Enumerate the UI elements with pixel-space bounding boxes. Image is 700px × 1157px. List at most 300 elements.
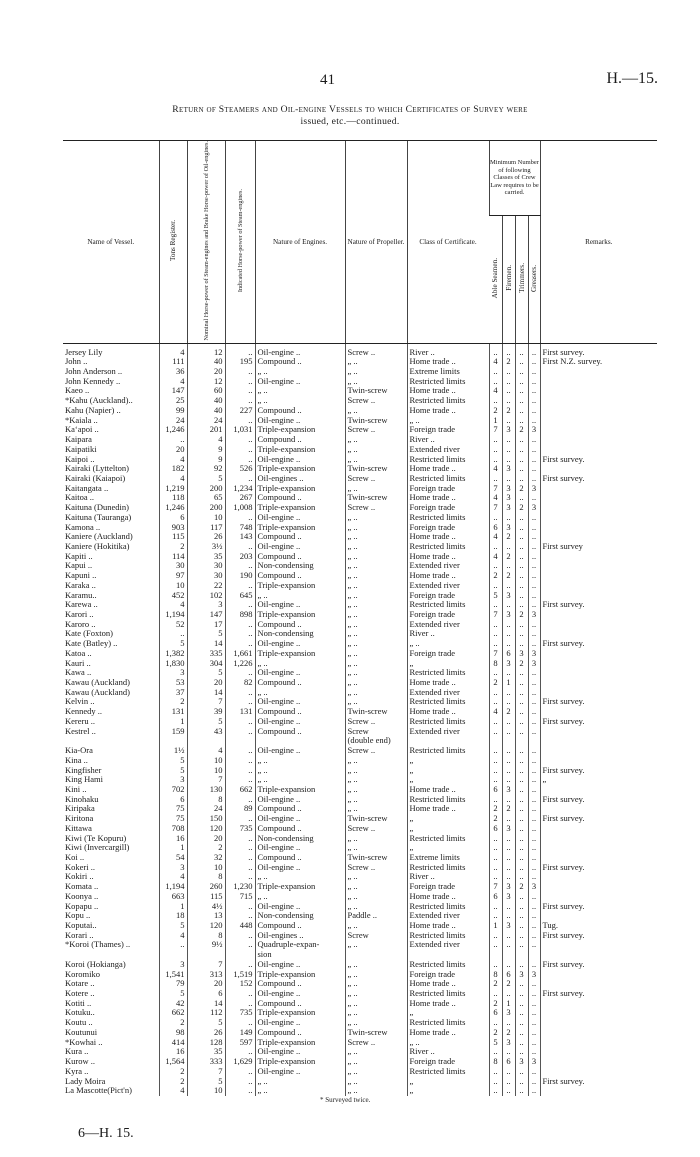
tons-register-cell: 20 bbox=[159, 445, 187, 455]
greasers-cell: .. bbox=[528, 464, 540, 474]
able-seamen-cell: .. bbox=[489, 377, 502, 387]
vessel-name-cell: Kaituna (Tauranga) bbox=[65, 512, 132, 522]
tons-register-cell: 5 bbox=[159, 756, 187, 766]
greasers-cell: .. bbox=[528, 746, 540, 756]
trimmers-cell: .. bbox=[515, 377, 528, 387]
indicated-hp-cell: .. bbox=[225, 600, 255, 610]
certificate-class-cell: Extended river bbox=[407, 620, 489, 630]
nominal-hp-cell: 117 bbox=[187, 522, 225, 532]
vessel-name-cell: Kahu (Napier) .. bbox=[65, 405, 121, 415]
trimmers-cell: .. bbox=[515, 795, 528, 805]
propeller-cell: „ .. bbox=[345, 522, 407, 532]
trimmers-cell: .. bbox=[515, 600, 528, 610]
trimmers-cell: .. bbox=[515, 1038, 528, 1048]
certificate-class-cell: Home trade .. bbox=[407, 892, 489, 902]
trimmers-cell: .. bbox=[515, 357, 528, 367]
certificate-class-cell: Home trade .. bbox=[407, 999, 489, 1009]
vessel-name-cell: *Koroi (Thames) .. bbox=[65, 940, 131, 950]
firemen-cell: 3 bbox=[502, 659, 515, 669]
firemen-cell: 6 bbox=[502, 970, 515, 980]
nominal-hp-cell: 22 bbox=[187, 581, 225, 591]
firemen-cell: 2 bbox=[502, 571, 515, 581]
propeller-cell: „ .. bbox=[345, 454, 407, 464]
greasers-cell: .. bbox=[528, 853, 540, 863]
tons-register-cell: 42 bbox=[159, 999, 187, 1009]
engines-cell: Oil-engine .. bbox=[255, 814, 345, 824]
propeller-cell: Twin-screw bbox=[345, 416, 407, 426]
certificate-class-cell: Home trade .. bbox=[407, 386, 489, 396]
remarks-cell bbox=[540, 561, 657, 571]
table-row bbox=[63, 824, 657, 834]
tons-register-cell: 4 bbox=[159, 454, 187, 464]
certificate-class-cell: River .. bbox=[407, 629, 489, 639]
trimmers-cell: .. bbox=[515, 853, 528, 863]
remarks-cell bbox=[540, 571, 657, 581]
vessel-name-cell: Koputai.. bbox=[65, 920, 97, 931]
engines-cell: Oil-engine .. bbox=[255, 863, 345, 873]
greasers-cell: .. bbox=[528, 804, 540, 814]
able-seamen-cell: 7 bbox=[489, 503, 502, 513]
firemen-cell: 2 bbox=[502, 357, 515, 367]
remarks-cell bbox=[540, 892, 657, 902]
propeller-cell: „ .. bbox=[345, 833, 407, 843]
certificate-class-cell: Home trade .. bbox=[407, 552, 489, 562]
nominal-hp-cell: 200 bbox=[187, 484, 225, 494]
greasers-cell: .. bbox=[528, 765, 540, 775]
engines-cell: „ .. bbox=[255, 386, 345, 396]
remarks-cell: First survey. bbox=[540, 931, 657, 941]
able-seamen-cell: 6 bbox=[489, 824, 502, 834]
vessel-name-cell: Kaʻapoi .. bbox=[65, 425, 99, 435]
able-seamen-cell: 8 bbox=[489, 970, 502, 980]
remarks-cell bbox=[540, 833, 657, 843]
greasers-cell: .. bbox=[528, 620, 540, 630]
trimmers-cell: .. bbox=[515, 892, 528, 902]
able-seamen-cell: .. bbox=[489, 697, 502, 707]
firemen-cell: 2 bbox=[502, 1028, 515, 1038]
greasers-cell: .. bbox=[528, 513, 540, 523]
vessel-name-cell: Kestrel .. bbox=[65, 726, 96, 736]
indicated-hp-cell: .. bbox=[225, 775, 255, 785]
firemen-cell bbox=[502, 736, 515, 746]
header-crew: Minimum Number of following Classes of Crew Law requires to be carried. bbox=[489, 141, 540, 216]
firemen-cell: .. bbox=[502, 727, 515, 737]
nominal-hp-cell: 112 bbox=[187, 1008, 225, 1018]
firemen-cell: .. bbox=[502, 853, 515, 863]
greasers-cell: .. bbox=[528, 1076, 540, 1086]
header-nominal-label: Nominal Horse-power of Steam-engines and Brake Horse-power of Oil-engines. bbox=[202, 141, 210, 341]
trimmers-cell: .. bbox=[515, 775, 528, 785]
trimmers-cell: .. bbox=[515, 707, 528, 717]
vessel-name-cell: Koroi (Hokianga) bbox=[65, 959, 126, 969]
greasers-cell: 3 bbox=[528, 610, 540, 620]
remarks-cell bbox=[540, 522, 657, 532]
greasers-cell: .. bbox=[528, 522, 540, 532]
able-seamen-cell: 5 bbox=[489, 1038, 502, 1048]
engines-cell: Compound .. bbox=[255, 532, 345, 542]
remarks-cell: First survey. bbox=[540, 639, 657, 649]
propeller-cell: Twin-screw bbox=[345, 853, 407, 863]
table-body bbox=[63, 343, 657, 1096]
engines-cell: Oil-engine .. bbox=[255, 639, 345, 649]
able-seamen-cell: 2 bbox=[489, 999, 502, 1009]
certificate-class-cell: Extended river bbox=[407, 445, 489, 455]
nominal-hp-cell: 3½ bbox=[187, 542, 225, 552]
table-row bbox=[63, 571, 657, 581]
header-greasers-label: Greasers. bbox=[530, 264, 538, 292]
table-row bbox=[63, 814, 657, 824]
vessel-name-cell: Koi .. bbox=[65, 852, 85, 862]
firemen-cell: .. bbox=[502, 668, 515, 678]
table-row bbox=[63, 503, 657, 513]
trimmers-cell: .. bbox=[515, 697, 528, 707]
able-seamen-cell: .. bbox=[489, 901, 502, 911]
vessel-name-cell: Kotere .. bbox=[65, 988, 95, 999]
greasers-cell: .. bbox=[528, 668, 540, 678]
table-row bbox=[63, 425, 657, 435]
vessel-name-cell: Kotuku.. bbox=[65, 1008, 95, 1018]
greasers-cell: .. bbox=[528, 697, 540, 707]
indicated-hp-cell: 1,230 bbox=[225, 882, 255, 892]
able-seamen-cell: .. bbox=[489, 474, 502, 484]
indicated-hp-cell: .. bbox=[225, 901, 255, 911]
table-row bbox=[63, 581, 657, 591]
nominal-hp-cell: 8 bbox=[187, 795, 225, 805]
propeller-cell: „ .. bbox=[345, 892, 407, 902]
remarks-cell bbox=[540, 435, 657, 445]
vessel-name-cell: Kopu .. bbox=[65, 911, 91, 921]
tons-register-cell: 6 bbox=[159, 795, 187, 805]
tons-register-cell: 99 bbox=[159, 406, 187, 416]
indicated-hp-cell: 898 bbox=[225, 610, 255, 620]
tons-register-cell: 75 bbox=[159, 804, 187, 814]
propeller-cell: „ .. bbox=[345, 513, 407, 523]
nominal-hp-cell: 313 bbox=[187, 970, 225, 980]
firemen-cell: 3 bbox=[502, 785, 515, 795]
tons-register-cell: 114 bbox=[159, 552, 187, 562]
table-row bbox=[63, 474, 657, 484]
certificate-class-cell: Extended river bbox=[407, 940, 489, 950]
header-tons bbox=[159, 141, 187, 344]
vessel-name-cell: *Kahu (Auckland).. bbox=[65, 396, 133, 406]
certificate-class-cell: Restricted limits bbox=[407, 668, 489, 678]
firemen-cell: .. bbox=[502, 474, 515, 484]
table-row bbox=[63, 892, 657, 902]
able-seamen-cell: 4 bbox=[489, 493, 502, 503]
engines-cell: Compound .. bbox=[255, 493, 345, 503]
certificate-class-cell: Home trade .. bbox=[407, 804, 489, 814]
firemen-cell: 1 bbox=[502, 678, 515, 688]
firemen-cell: 3 bbox=[502, 921, 515, 931]
firemen-cell: 3 bbox=[502, 484, 515, 494]
remarks-cell: First survey bbox=[540, 542, 657, 552]
greasers-cell: .. bbox=[528, 727, 540, 737]
indicated-hp-cell: 526 bbox=[225, 464, 255, 474]
propeller-cell: Twin-screw bbox=[345, 707, 407, 717]
header-nominal-hp bbox=[187, 141, 225, 344]
table-row bbox=[63, 1028, 657, 1038]
engines-cell: Oil-engine .. bbox=[255, 416, 345, 426]
greasers-cell: .. bbox=[528, 445, 540, 455]
propeller-cell: „ .. bbox=[345, 901, 407, 911]
propeller-cell: „ .. bbox=[345, 377, 407, 387]
propeller-cell: „ .. bbox=[345, 1047, 407, 1057]
propeller-cell: „ .. bbox=[345, 659, 407, 669]
certificate-class-cell: Extreme limits bbox=[407, 853, 489, 863]
header-trimmers bbox=[515, 216, 528, 344]
able-seamen-cell: .. bbox=[489, 1076, 502, 1086]
nominal-hp-cell: 130 bbox=[187, 785, 225, 795]
tons-register-cell: 115 bbox=[159, 532, 187, 542]
remarks-cell bbox=[540, 532, 657, 542]
firemen-cell: 2 bbox=[502, 532, 515, 542]
able-seamen-cell: .. bbox=[489, 435, 502, 445]
tons-register-cell: 131 bbox=[159, 707, 187, 717]
table-row bbox=[63, 649, 657, 659]
trimmers-cell: 2 bbox=[515, 484, 528, 494]
vessel-name-cell: Kapiti .. bbox=[65, 551, 93, 561]
indicated-hp-cell: .. bbox=[225, 911, 255, 921]
firemen-cell: 2 bbox=[502, 804, 515, 814]
firemen-cell: .. bbox=[502, 1018, 515, 1028]
nominal-hp-cell: 7 bbox=[187, 960, 225, 970]
table-row bbox=[63, 707, 657, 717]
header-greasers bbox=[528, 216, 540, 344]
vessel-name-cell: Kiripaka bbox=[65, 804, 95, 814]
table-row bbox=[63, 464, 657, 474]
remarks-cell bbox=[540, 727, 657, 737]
vessel-name-cell: Kina .. bbox=[65, 755, 88, 765]
trimmers-cell: .. bbox=[515, 406, 528, 416]
engines-cell: Triple-expansion bbox=[255, 1008, 345, 1018]
engines-cell: Triple-expansion bbox=[255, 503, 345, 513]
nominal-hp-cell: 14 bbox=[187, 999, 225, 1009]
header-firemen-label: Firemen. bbox=[504, 265, 513, 292]
trimmers-cell: .. bbox=[515, 1076, 528, 1086]
nominal-hp-cell: 128 bbox=[187, 1038, 225, 1048]
propeller-cell: „ .. bbox=[345, 581, 407, 591]
propeller-cell: „ .. bbox=[345, 960, 407, 970]
certificate-class-cell: Restricted limits bbox=[407, 542, 489, 552]
firemen-cell: .. bbox=[502, 377, 515, 387]
certificate-class-cell: „ bbox=[407, 775, 489, 785]
trimmers-cell: .. bbox=[515, 999, 528, 1009]
table-row bbox=[63, 659, 657, 669]
trimmers-cell: .. bbox=[515, 629, 528, 639]
certificate-class-cell: Extended river bbox=[407, 688, 489, 698]
engines-cell: Oil-engine .. bbox=[255, 960, 345, 970]
propeller-cell: Screw .. bbox=[345, 343, 407, 357]
firemen-cell: 3 bbox=[502, 882, 515, 892]
header-firemen bbox=[502, 216, 515, 344]
able-seamen-cell: .. bbox=[489, 561, 502, 571]
firemen-cell bbox=[502, 950, 515, 960]
vessel-name-cell: Komata .. bbox=[65, 882, 99, 892]
nominal-hp-cell: 39 bbox=[187, 707, 225, 717]
remarks-cell bbox=[540, 581, 657, 591]
indicated-hp-cell: 1,519 bbox=[225, 970, 255, 980]
remarks-cell bbox=[540, 688, 657, 698]
engines-cell: Triple-expansion bbox=[255, 484, 345, 494]
able-seamen-cell: 1 bbox=[489, 416, 502, 426]
remarks-cell bbox=[540, 979, 657, 989]
engines-cell: Triple-expansion bbox=[255, 522, 345, 532]
greasers-cell bbox=[528, 736, 540, 746]
greasers-cell: 3 bbox=[528, 1057, 540, 1067]
firemen-cell: .. bbox=[502, 688, 515, 698]
trimmers-cell: .. bbox=[515, 872, 528, 882]
able-seamen-cell: .. bbox=[489, 765, 502, 775]
indicated-hp-cell: .. bbox=[225, 697, 255, 707]
trimmers-cell: .. bbox=[515, 464, 528, 474]
tons-register-cell: 36 bbox=[159, 367, 187, 377]
remarks-cell bbox=[540, 1018, 657, 1028]
greasers-cell: 3 bbox=[528, 503, 540, 513]
able-seamen-cell: 2 bbox=[489, 406, 502, 416]
remarks-cell: „ bbox=[540, 775, 657, 785]
vessel-name-cell: Kate (Foxton) bbox=[65, 629, 113, 639]
indicated-hp-cell: .. bbox=[225, 377, 255, 387]
nominal-hp-cell: 12 bbox=[187, 343, 225, 357]
trimmers-cell: .. bbox=[515, 804, 528, 814]
engines-cell: „ .. bbox=[255, 1076, 345, 1086]
certificate-class-cell: Foreign trade bbox=[407, 1057, 489, 1067]
propeller-cell: „ .. bbox=[345, 639, 407, 649]
table-row bbox=[63, 804, 657, 814]
greasers-cell: .. bbox=[528, 1018, 540, 1028]
able-seamen-cell: .. bbox=[489, 746, 502, 756]
table-row bbox=[63, 717, 657, 727]
tons-register-cell: 903 bbox=[159, 522, 187, 532]
trimmers-cell: .. bbox=[515, 343, 528, 357]
remarks-cell: First N.Z. survey. bbox=[540, 357, 657, 367]
propeller-cell: „ .. bbox=[345, 921, 407, 931]
tons-register-cell bbox=[159, 736, 187, 746]
tons-register-cell: 1,830 bbox=[159, 659, 187, 669]
vessel-name-cell: John .. bbox=[65, 357, 88, 367]
tons-register-cell: 452 bbox=[159, 590, 187, 600]
remarks-cell: First survey. bbox=[540, 474, 657, 484]
remarks-cell bbox=[540, 678, 657, 688]
table-row bbox=[63, 590, 657, 600]
engines-cell: Triple-expansion bbox=[255, 581, 345, 591]
table-row bbox=[63, 960, 657, 970]
greasers-cell: .. bbox=[528, 960, 540, 970]
indicated-hp-cell: 131 bbox=[225, 707, 255, 717]
vessel-name-cell: Kurow .. bbox=[65, 1056, 95, 1067]
remarks-cell bbox=[540, 386, 657, 396]
firemen-cell: 6 bbox=[502, 1057, 515, 1067]
tons-register-cell: .. bbox=[159, 940, 187, 950]
vessel-name-cell: Kate (Batley) .. bbox=[65, 639, 118, 649]
firemen-cell: .. bbox=[502, 717, 515, 727]
trimmers-cell: .. bbox=[515, 474, 528, 484]
propeller-cell: „ .. bbox=[345, 882, 407, 892]
header-remarks: Remarks. bbox=[540, 141, 657, 344]
certificate-class-cell: Restricted limits bbox=[407, 717, 489, 727]
table-row bbox=[63, 552, 657, 562]
title-line-1: Return of Steamers and Oil-engine Vessels to which Certificates of Survey were bbox=[172, 104, 528, 115]
tons-register-cell: 18 bbox=[159, 911, 187, 921]
vessel-name-cell: King Hami bbox=[65, 775, 104, 785]
firemen-cell: 3 bbox=[502, 1008, 515, 1018]
vessel-name-cell: Kura .. bbox=[65, 1047, 89, 1057]
certificate-class-cell: Home trade .. bbox=[407, 1028, 489, 1038]
trimmers-cell: .. bbox=[515, 785, 528, 795]
trimmers-cell: .. bbox=[515, 901, 528, 911]
greasers-cell: 3 bbox=[528, 970, 540, 980]
remarks-cell: First survey. bbox=[540, 343, 657, 357]
remarks-cell bbox=[540, 610, 657, 620]
propeller-cell: „ .. bbox=[345, 697, 407, 707]
greasers-cell: .. bbox=[528, 931, 540, 941]
certificate-class-cell bbox=[407, 736, 489, 746]
firemen-cell: 3 bbox=[502, 464, 515, 474]
engines-cell: Triple-expansion bbox=[255, 464, 345, 474]
header-indicated-label: Indicated Horse-power of Steam-engines. bbox=[236, 189, 244, 293]
certificate-class-cell: Foreign trade bbox=[407, 484, 489, 494]
propeller-cell: „ .. bbox=[345, 484, 407, 494]
engines-cell: sion bbox=[255, 950, 345, 960]
greasers-cell: .. bbox=[528, 1047, 540, 1057]
nominal-hp-cell: 30 bbox=[187, 561, 225, 571]
able-seamen-cell: 8 bbox=[489, 1057, 502, 1067]
trimmers-cell: .. bbox=[515, 1028, 528, 1038]
remarks-cell bbox=[540, 445, 657, 455]
able-seamen-cell: 4 bbox=[489, 357, 502, 367]
able-seamen-cell: .. bbox=[489, 872, 502, 882]
remarks-cell bbox=[540, 853, 657, 863]
firemen-cell: .. bbox=[502, 931, 515, 941]
certificate-class-cell bbox=[407, 950, 489, 960]
remarks-cell: First survey. bbox=[540, 1076, 657, 1086]
firemen-cell: 2 bbox=[502, 707, 515, 717]
certificate-class-cell: Restricted limits bbox=[407, 697, 489, 707]
vessel-name-cell: *Kaiala .. bbox=[65, 415, 98, 425]
indicated-hp-cell: .. bbox=[225, 1086, 255, 1096]
indicated-hp-cell: .. bbox=[225, 581, 255, 591]
indicated-hp-cell: .. bbox=[225, 445, 255, 455]
tons-register-cell: 25 bbox=[159, 396, 187, 406]
table-row bbox=[63, 911, 657, 921]
remarks-cell: First survey. bbox=[540, 863, 657, 873]
able-seamen-cell bbox=[489, 950, 502, 960]
firemen-cell: .. bbox=[502, 416, 515, 426]
propeller-cell: „ .. bbox=[345, 756, 407, 766]
firemen-cell: .. bbox=[502, 435, 515, 445]
indicated-hp-cell: .. bbox=[225, 386, 255, 396]
propeller-cell: „ .. bbox=[345, 532, 407, 542]
remarks-cell bbox=[540, 1086, 657, 1096]
vessel-name-cell: Katoa .. bbox=[65, 648, 92, 658]
engines-cell: Compound .. bbox=[255, 620, 345, 630]
indicated-hp-cell: .. bbox=[225, 629, 255, 639]
greasers-cell: .. bbox=[528, 892, 540, 902]
engines-cell: Oil-engine .. bbox=[255, 1018, 345, 1028]
table-row bbox=[63, 484, 657, 494]
able-seamen-cell: .. bbox=[489, 853, 502, 863]
tons-register-cell: 1,246 bbox=[159, 425, 187, 435]
certificate-class-cell: Restricted limits bbox=[407, 863, 489, 873]
vessel-name-cell: Karori .. bbox=[65, 609, 94, 620]
engines-cell: Oil-engine .. bbox=[255, 843, 345, 853]
trimmers-cell: .. bbox=[515, 814, 528, 824]
tons-register-cell: 3 bbox=[159, 668, 187, 678]
nominal-hp-cell: 335 bbox=[187, 649, 225, 659]
propeller-cell: Twin-screw bbox=[345, 464, 407, 474]
propeller-cell: „ .. bbox=[345, 542, 407, 552]
able-seamen-cell: 6 bbox=[489, 522, 502, 532]
